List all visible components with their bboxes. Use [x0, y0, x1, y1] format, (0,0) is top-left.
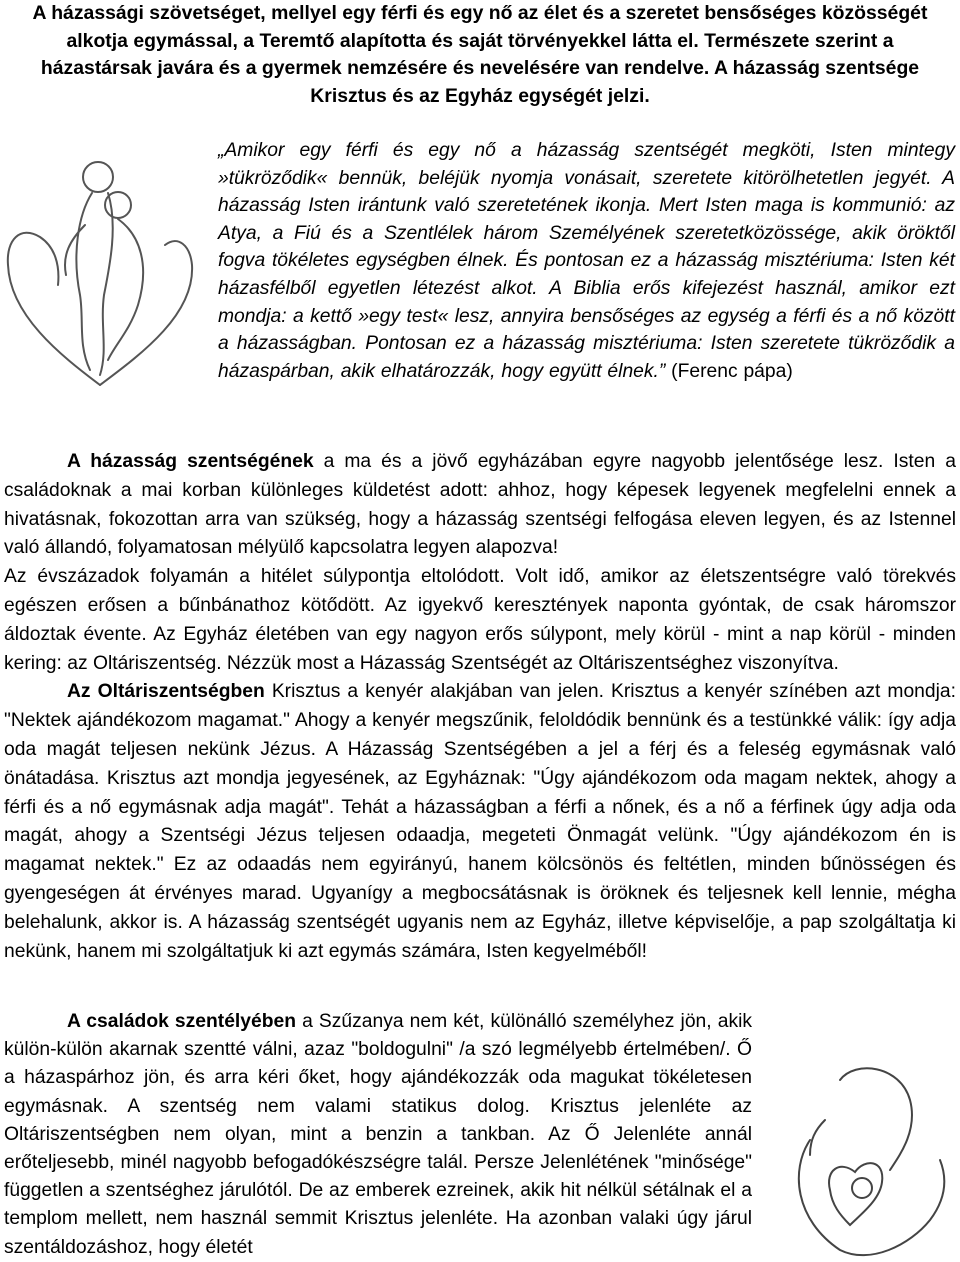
- paragraph-1-text: a ma és a jövő egyházában egyre nagyobb jelentősége lesz. Isten a családoknak a mai korban különleges küldetést adott: ahhoz, hogy képesek legyenek megfelelni ennek a hivatásnak, fokozottan arra van szükség, hogy a házasság szentségi felfogása eleven legyen, és az Istennel való állandó, folyamatosan mélyülő kapcsolatra legyen alapozva!: [4, 451, 956, 559]
- pope-francis-quote: [218, 137, 955, 385]
- paragraph-4: [4, 1008, 752, 1262]
- paragraph-4-text: a Szűzanya nem két, különálló személyhez jön, akik külön-külön akarnak szentté válni, azaz "boldogulni" /a szó legmélyebb értelmében/. Ő a házaspárhoz jön, és arra kéri őket, hogy ajándékozzák oda magukat tökéletesen egymásnak. A szentség nem valami statikus dolog. Krisztus jelenléte az Oltáriszentségben nem olyan, mint a benzin a tankban. Az Ő Jelenléte annál erőteljesebb, minél nagyobb befogadókészségre talál. Persze Jelenlétének "minősége" független a szentséghez járulótól. De az emberek ezreinek, akik hit nélkül sétálnak el a templom mellett, nem használ semmit Krisztus jelenléte. Ha azonban valaki úgy járul szentáldozáshoz, hogy életét: [4, 1011, 753, 1258]
- paragraph-3: [4, 678, 956, 966]
- paragraph-3-bold: Az Oltáriszentségben: [67, 681, 265, 703]
- mother-child-heart-illustration: [770, 1060, 960, 1259]
- paragraph-1: [4, 448, 956, 563]
- paragraph-2: Az évszázadok folyamán a hitélet súlypontja eltolódott. Volt idő, amikor az életszentségre való törekvés egészen erősen a bűnbánathoz kötődött. Az igyekvő keresztények naponta gyóntak, de csak háromszor áldoztak évente. Az Egyház életében van egy nagyon erős súlypont, mely körül - mint a nap körül - minden kering: az Oltáriszentség. Nézzük most a Házasság Szentségét az Oltáriszentséghez viszonyítva.: [4, 566, 956, 674]
- quote-attribution: (Ferenc pápa): [671, 360, 793, 382]
- paragraph-1-bold: A házasság szentségének: [67, 451, 314, 472]
- paragraph-3-text: Krisztus a kenyér alakjában van jelen. Krisztus a kenyér színében azt mondja: "Nektek ajándékozom magamat." Ahogy a kenyér megszűnik, feloldódik bennünk és a testünkké válik: így adja oda magát teljesen nekünk Jézus. A Házasság Szentségében a jel a férj és a feleség egymásnak való önátadása. Krisztus azt mondja jegyesének, az Egyháznak: "Úgy ajándékozom oda magam nektek, ahogy a férfi és a nő egymásnak adja magát". Tehát a házasságban a férfi a nőnek, és a nő a férfinek úgy adja oda magát, ahogy a Szentségi Jézus teljesen odaadja, megeteti Önmagát velünk. "Úgy ajándékozom én is magamat nektek." Ez az odaadás nem egyirányú, hanem kölcsönös és feltétlen, minden bűnösségen és gyengeségen át érvényes marad. Ugyanígy a megbocsátásnak is öröknek és teljesnek kell lennie, mégha belehalunk, akkor is. A házasság szentségét ugyanis nem az Egyház, illetve képviselője, a pap szolgáltatja ki nekünk, hanem mi szolgáltatjuk ki azt egymás számára, Isten kegyelméből!: [4, 681, 956, 962]
- intro-heading: A házassági szövetséget, mellyel egy férfi és egy nő az élet és a szeretet bensőséges közösségét alkotja egymással, a Teremtő alapította és saját törvényekkel látta el. Természete szerint a házastársak javára és a gyermek nemzésére és nevelésére van rendelve. A házasság szentsége Krisztus és az Egyház egységét jelzi.: [32, 2, 928, 107]
- quote-text: „Amikor egy férfi és egy nő a házasság szentségét megköti, Isten mintegy »tükröződik« bennük, beléjük nyomja vonásait, szeretete kitörölhetetlen jegyét. A házasság Isten irántunk való szeretetének ikonja. Mert Isten maga is kommunió: az Atya, a Fiú és a Szentlélek három Személyének szeretetközössége, akik öröktől fogva tökéletes egységben élnek. És pontosan ez a házasság misztériuma: Isten két házasfélből egyetlen létezést alkot. A Biblia erős kifejezést használ, amikor ezt mondja: a kettő »egy test« lesz, annyira bensőséges az egység a férfi és a nő között a házasságban. Pontosan ez a házasság misztériuma: Isten szeretete tükröződik a házaspárban, akik elhatározzák, hogy együtt élnek.”: [218, 140, 955, 382]
- last-text: [4, 1008, 752, 1262]
- couple-heart-illustration: [0, 145, 205, 395]
- paragraph-4-bold: A családok szentélyében: [67, 1011, 297, 1032]
- main-text: [4, 448, 956, 966]
